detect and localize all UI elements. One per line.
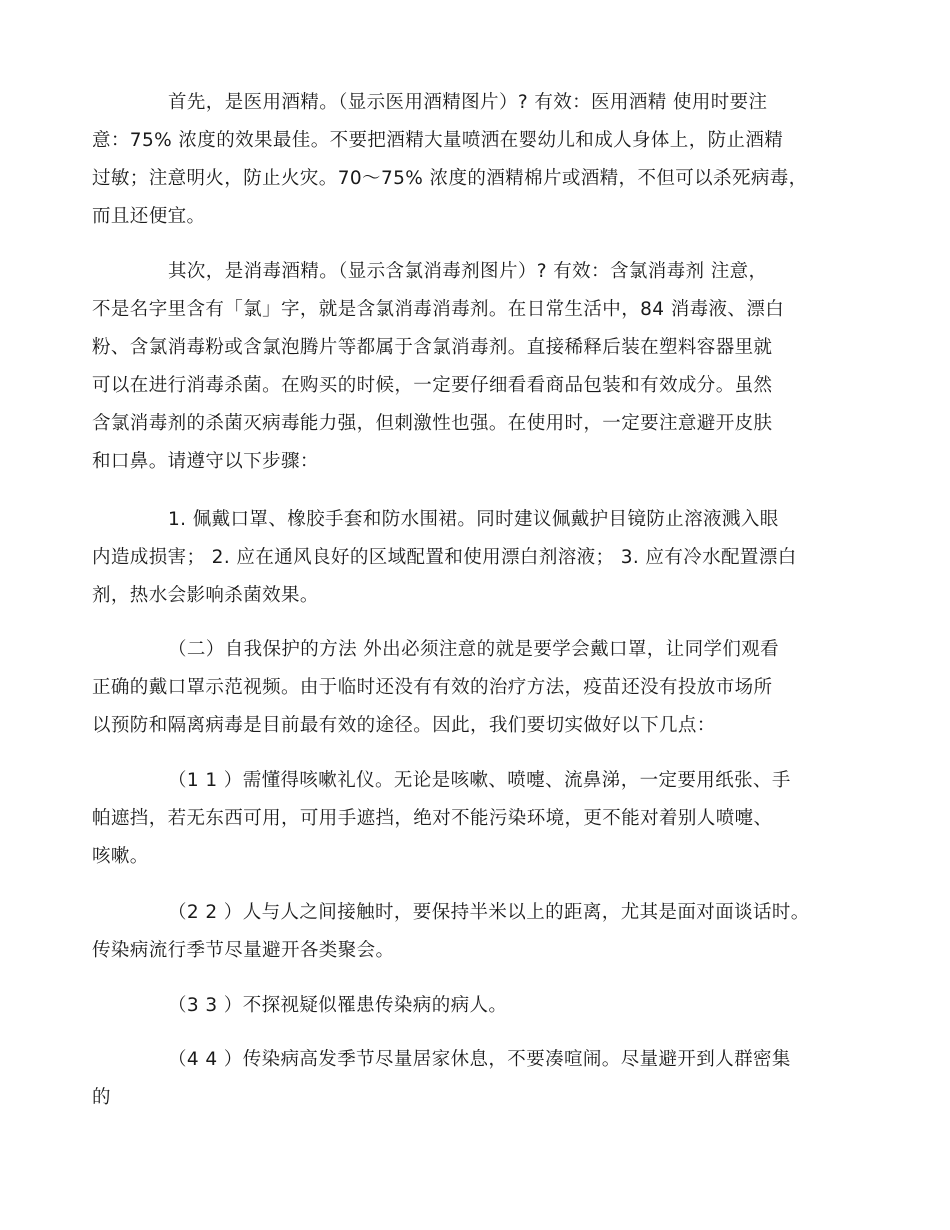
text-line: 的 — [92, 1087, 111, 1108]
text-line: 意：75% 浓度的效果最佳。不要把酒精大量喷洒在婴幼儿和成人身体上，防止酒精 — [92, 130, 784, 151]
text-line: 而且还便宜。 — [92, 206, 206, 227]
text-line: 和口鼻。请遵守以下步骤： — [92, 451, 319, 472]
text-line: （3 3 ）不探视疑似罹患传染病的病人。 — [168, 995, 508, 1016]
text-line: 粉、含氯消毒粉或含氯泡腾片等都属于含氯消毒剂。直接稀释后装在塑料容器里就 — [92, 337, 773, 358]
text-line: 正确的戴口罩示范视频。由于临时还没有有效的治疗方法，疫苗还没有投放市场所 — [92, 677, 773, 698]
text-line: 1. 佩戴口罩、橡胶手套和防水围裙。同时建议佩戴护目镜防止溶液溅入眼 — [168, 509, 779, 530]
text-line: 过敏；注意明火，防止火灾。70～75% 浓度的酒精棉片或酒精，不但可以杀死病毒， — [92, 168, 808, 189]
text-line: 不是名字里含有「氯」字，就是含氯消毒消毒剂。在日常生活中，84 消毒液、漂白 — [92, 299, 785, 320]
text-line: 帕遮挡，若无东西可用，可用手遮挡，绝对不能污染环境，更不能对着别人喷嚏、 — [92, 808, 773, 829]
text-line: （二）自我保护的方法 外出必须注意的就是要学会戴口罩，让同学们观看 — [168, 639, 780, 660]
text-line: 其次，是消毒酒精。（显示含氯消毒剂图片）? 有效：含氯消毒剂 注意， — [168, 261, 768, 282]
text-line: （2 2 ）人与人之间接触时，要保持半米以上的距离，尤其是面对面谈话时。 — [168, 902, 810, 923]
text-line: 可以在进行消毒杀菌。在购买的时候，一定要仔细看看商品包装和有效成分。虽然 — [92, 375, 773, 396]
text-line: 剂，热水会影响杀菌效果。 — [92, 585, 319, 606]
text-line: 以预防和隔离病毒是目前最有效的途径。因此，我们要切实做好以下几点： — [92, 715, 716, 736]
text-line: 咳嗽。 — [92, 846, 149, 867]
text-line: 首先，是医用酒精。（显示医用酒精图片）? 有效：医用酒精 使用时要注 — [168, 92, 768, 113]
text-line: 内造成损害； 2. 应在通风良好的区域配置和使用漂白剂溶液； 3. 应有冷水配置漂白 — [92, 547, 797, 568]
text-line: 传染病流行季节尽量避开各类聚会。 — [92, 940, 395, 961]
text-line: （4 4 ）传染病高发季节尽量居家休息，不要凑喧闹。尽量避开到人群密集 — [168, 1049, 791, 1070]
text-line: 含氯消毒剂的杀菌灭病毒能力强，但刺激性也强。在使用时，一定要注意避开皮肤 — [92, 413, 773, 434]
text-line: （1 1 ）需懂得咳嗽礼仪。无论是咳嗽、喷嚏、流鼻涕，一定要用纸张、手 — [168, 770, 791, 791]
